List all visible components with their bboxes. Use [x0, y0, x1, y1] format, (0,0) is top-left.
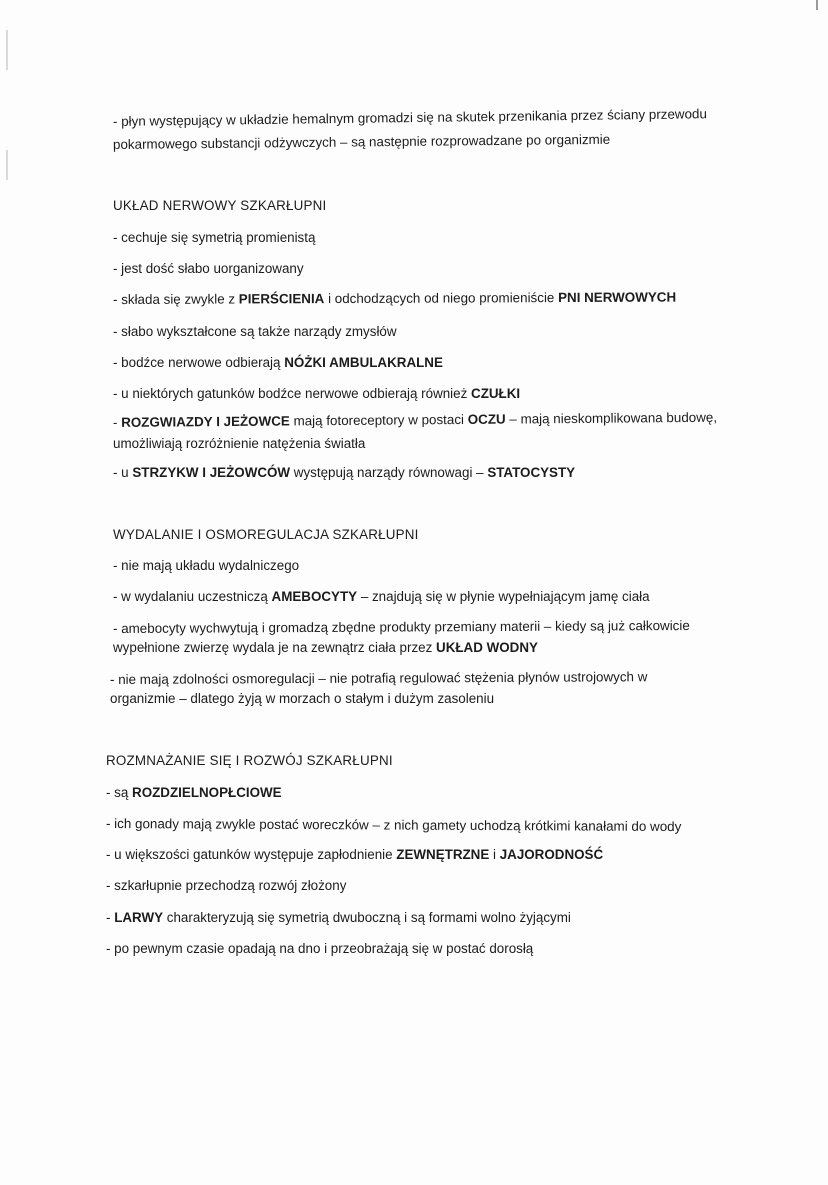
list-item: - u niektórych gatunków bodźce nerwowe odbierają również CZUŁKI — [113, 386, 521, 401]
list-item: - amebocyty wychwytują i gromadzą zbędne produkty przemiany materii – kiedy są już całkowicie — [112, 617, 690, 636]
section-heading-reproduction: ROZMNAŻANIE SIĘ I ROZWÓJ SZKARŁUPNI — [106, 753, 393, 768]
list-item: - w wydalaniu uczestniczą AMEBOCYTY – znajdują się w płynie wypełniającym jamę ciała — [113, 589, 650, 604]
section-heading-nervous: UKŁAD NERWOWY SZKARŁUPNI — [113, 198, 327, 213]
list-item: - jest dość słabo uorganizowany — [113, 261, 304, 276]
list-item: - u STRZYKW I JEŻOWCÓW występują narządy równowagi – STATOCYSTY — [113, 465, 576, 480]
list-item: - ich gonady mają zwykle postać woreczków – z nich gamety uchodzą krótkimi kanałami do wody — [105, 816, 682, 835]
list-item-continuation: wypełnione zwierzę wydala je na zewnątrz ciała przez UKŁAD WODNY — [113, 640, 538, 655]
list-item: - są ROZDZIELNOPŁCIOWE — [106, 785, 282, 800]
list-item: - nie mają zdolności osmoregulacji – nie potrafią regulować stężenia płynów ustrojowych w — [109, 669, 648, 687]
list-item: - bodźce nerwowe odbierają NÓŻKI AMBULAKRALNE — [113, 355, 443, 370]
list-item: - szkarłupnie przechodzą rozwój złożony — [106, 878, 347, 893]
list-item: - u większości gatunków występuje zapłodnienie ZEWNĘTRZNE i JAJORODNOŚĆ — [106, 847, 604, 862]
list-item-continuation: organizmie – dlatego żyją w morzach o stałym i dużym zasoleniu — [110, 691, 495, 706]
list-item: - słabo wykształcone są także narządy zmysłów — [113, 324, 397, 339]
list-item: - cechuje się symetrią promienistą — [113, 230, 316, 245]
section-heading-excretion: WYDALANIE I OSMOREGULACJA SZKARŁUPNI — [113, 527, 419, 542]
list-item-continuation: umożliwiają rozróżnienie natężenia światła — [113, 436, 366, 451]
intro-line-2: pokarmowego substancji odżywczych – są następnie rozprowadzane po organizmie — [112, 131, 611, 152]
list-item: - po pewnym czasie opadają na dno i przeobrażają się w postać dorosłą — [106, 941, 534, 956]
intro-line-1: - płyn występujący w układzie hemalnym gromadzi się na skutek przenikania przez ściany przewodu — [112, 106, 707, 129]
list-item: - nie mają układu wydalniczego — [113, 558, 300, 573]
list-item: - składa się zwykle z PIERŚCIENIA i odchodzących od niego promieniście PNI NERWOWYCH — [112, 289, 677, 307]
list-item: - ROZGWIAZDY I JEŻOWCE mają fotoreceptory w postaci OCZU – mają nieskomplikowana budowę, — [112, 409, 718, 430]
list-item: - LARWY charakteryzują się symetrią dwuboczną i są formami wolno żyjącymi — [106, 910, 571, 925]
